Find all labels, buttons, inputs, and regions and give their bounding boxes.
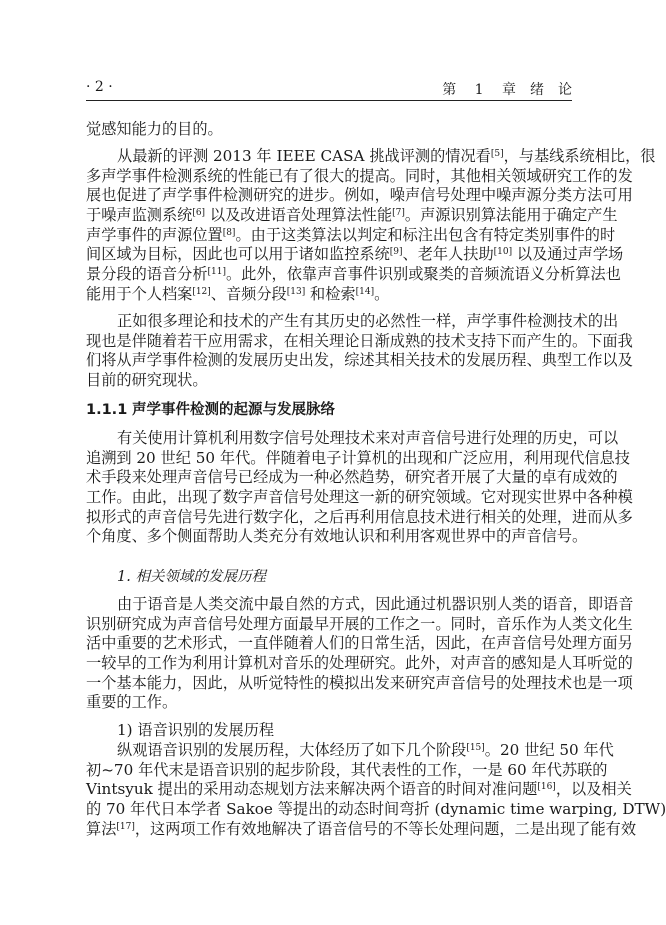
paragraph [86,429,633,547]
text-line [86,147,656,167]
text-line [86,429,619,449]
text-run: 以及改进语音处理算法性能 [205,206,393,225]
text-run: 工作。由此，出现了数字声音信号处理这一新的研究领域。它对现实世界中各种模 [86,488,633,507]
text-run: 追溯到 20 世纪 50 年代。伴随着电子计算机的出现和广泛应用，利用现代信息技 [86,448,630,467]
chapter-title: 第 1 章 绪 论 [442,82,572,98]
text-line [86,693,572,713]
section-title: 声学事件检测的起源与发展脉络 [132,402,335,418]
text-run: 正如很多理论和技术的产生有其历史的必然性一样，声学事件检测技术的出 [117,312,619,330]
subheading: 1. 相关领域的发展历程 [117,569,266,585]
section-number: 1.1.1 [86,402,128,418]
text-run: 由于语音是人类交流中最自然的方式，因此通过机器识别人类的语音，即语音 [117,595,634,613]
text-line [86,800,666,820]
text-run: 能用于个人档案 [86,284,193,303]
text-run: 目前的研究现状。 [86,371,208,390]
text-line [86,488,633,508]
text-run: 一较早的工作为利用计算机对音乐的处理研究。此外，对声音的感知是人耳听觉的 [86,654,633,673]
text-line [86,351,633,371]
citation-reference: [5] [490,149,504,159]
text-line [86,595,634,615]
text-line [86,673,633,694]
text-run: 有关使用计算机利用数字信号处理技术来对声音信号进行处理的历史，可以 [117,429,619,447]
text-line [86,721,572,741]
citation-reference: [14] [355,286,375,297]
text-run: 从最新的评测 2013 年 IEEE CASA 挑战评测的情况看 [117,147,491,165]
text-run: 现也是伴随着若干应用需求，在相关理论日渐成熟的技术支持下而产生的。下面我 [86,331,633,350]
text-run: 。20 世纪 50 年代 [484,741,614,759]
citation-reference: [13] [286,286,306,297]
text-run: 纵观语音识别的发展历程，大体经历了如下几个阶段 [117,741,467,759]
text-run: 间区域为目标，因此也可以用于诸如监控系统 [86,245,390,264]
text-run: 重要的工作。 [86,693,178,712]
text-run: 。此外，依靠声音事件识别或聚类的音频流语义分析算法也 [225,265,621,284]
citation-reference: [10] [493,247,513,258]
text-line [86,507,633,528]
citation-reference: [8] [222,227,236,238]
citation-reference: [9] [389,247,403,258]
citation-reference: [7] [392,208,405,219]
text-line [86,634,633,654]
text-line [86,780,632,800]
text-line [86,186,633,206]
text-run: 们将从声学事件检测的发展历史出发，综述其相关技术的发展历程、典型工作以及 [86,351,633,370]
text-run: 。由于这类算法以判定和标注出包含有特定类别事件的时 [235,225,616,244]
text-line [86,166,633,187]
text-run: 个角度、多个侧面帮助人类充分有效地认识和利用客观世界中的声音信号。 [86,527,588,546]
text-run: ，这两项工作有效地解决了语音信号的不等长处理问题，二是出现了能有效 [134,819,637,838]
citation-reference: [6] [192,208,206,219]
page-number: · 2 · [86,79,113,95]
text-run: 。 [374,284,390,303]
text-line [86,245,624,265]
text-line [86,448,630,469]
running-header [86,79,572,99]
text-line [86,120,572,140]
text-line [86,819,637,840]
paragraph [86,120,572,140]
text-line [86,265,621,285]
text-run: 1) 语音识别的发展历程 [117,721,275,739]
text-run: 、老年人扶助 [402,245,494,264]
citation-reference: [17] [116,821,135,832]
text-run: 多声学事件检测系统的性能已有了很大的提高。同时，其他相关领域研究工作的发 [86,166,633,185]
text-run: Vintsyuk 提出的采用动态规划方法来解决两个语音的时间对准问题 [86,780,538,799]
text-line [86,741,614,761]
paragraph [86,312,633,391]
text-run: 。声源识别算法能用于确定产生 [404,206,618,225]
text-line [86,468,618,488]
text-run: 声学事件的声源位置 [86,225,223,244]
text-line [86,312,619,332]
text-line [86,527,588,547]
text-run: 觉感知能力的目的。 [86,120,223,138]
text-run: 活中重要的艺术形式，一直伴随着人们的日常生活，因此，在声音信号处理方面另 [86,634,633,653]
text-run: ，以及相关 [555,780,632,799]
text-run: 一个基本能力，因此，从听觉特性的模拟出发来研究声音信号的处理技术也是一项 [86,673,633,692]
text-line [86,371,572,391]
citation-reference: [16] [537,782,556,793]
header-rule [86,100,572,101]
text-line [86,760,608,781]
text-run: 的 70 年代日本学者 Sakoe 等提出的动态时间弯折 (dynamic time warping, DTW) [86,800,666,819]
text-run: 和检索 [305,284,356,303]
text-run: 以及通过声学场 [512,245,624,264]
text-run: 展也促进了声学事件检测研究的进步。例如，噪声信号处理中噪声源分类方法可用 [86,186,633,205]
paragraph [86,147,656,305]
paragraph [86,595,634,713]
section-heading [86,400,572,420]
citation-reference: [12] [192,286,211,297]
text-run: 初~70 年代末是语音识别的起步阶段，其代表性的工作，一是 60 年代苏联的 [86,760,608,779]
text-line [86,285,572,305]
text-run: 识别研究成为声音信号处理方面最早开展的工作之一。同时，音乐作为人类文化生 [86,614,633,633]
text-run: 拟形式的声音信号先进行数字化，之后再利用信息技术进行相关的处理，进而从多 [86,507,633,526]
text-line [86,225,616,246]
text-line [86,654,633,674]
paragraph [86,741,666,839]
text-run: 术手段来处理声音信号已经成为一种必然趋势，研究者开展了大量的卓有成效的 [86,468,618,487]
text-run: 于噪声监测系统 [86,206,193,225]
text-run: 、音频分段 [210,284,287,303]
text-run: 景分段的语音分析 [86,265,208,284]
text-line [86,614,633,635]
text-line [86,206,618,226]
text-run: 算法 [86,819,117,838]
text-run: ，与基线系统相比，很 [503,147,656,165]
citation-reference: [11] [207,267,226,278]
sub-subheading [86,721,572,741]
text-line [86,331,633,352]
citation-reference: [15] [466,743,485,753]
